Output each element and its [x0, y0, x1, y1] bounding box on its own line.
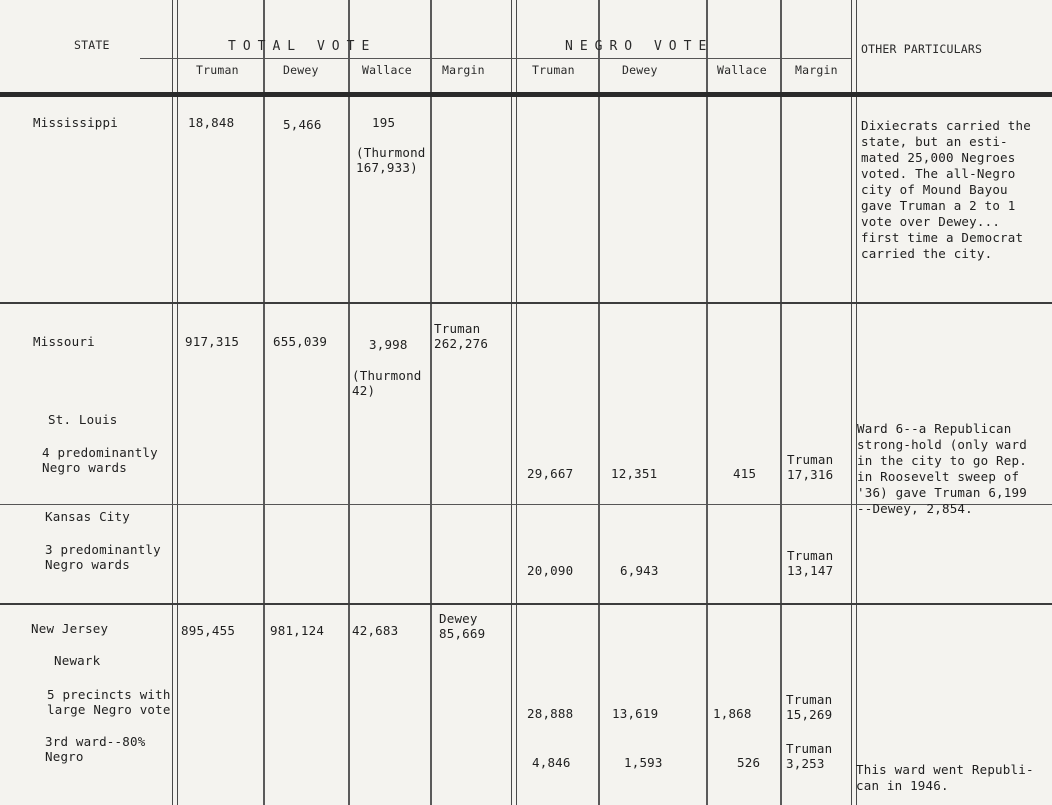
kc-nv-margin: Truman 13,147 [787, 548, 834, 578]
mo-tv-truman: 917,315 [185, 334, 240, 349]
subheader-rule [140, 58, 852, 59]
column-divider-tv-dewey [348, 0, 350, 805]
ward3-nv-wallace: 526 [737, 755, 761, 770]
column-divider-tv-wallace [430, 0, 432, 805]
stl-nv-wallace: 415 [733, 466, 757, 481]
header-tv-margin: Margin [442, 63, 485, 77]
header-nv-wallace: Wallace [717, 63, 767, 77]
column-divider-total-vote [511, 0, 517, 805]
nj-tv-dewey: 981,124 [270, 623, 325, 638]
ms-tv-dewey: 5,466 [283, 117, 322, 132]
stl-particulars: Ward 6--a Republican strong-hold (only ward in the city to go Rep. in Roosevelt sweep of '36) gave Truman 6,199 --Dewey, 2,854. [857, 421, 1027, 516]
newark-precincts: 5 precincts with large Negro vote [47, 687, 171, 717]
ward3-nv-margin: Truman 3,253 [786, 741, 833, 771]
stl-nv-truman: 29,667 [527, 466, 574, 481]
mo-tv-margin: Truman 262,276 [434, 321, 489, 351]
mo-tv-wallace: 3,998 [369, 337, 408, 352]
stl-nv-dewey: 12,351 [611, 466, 658, 481]
nj-tv-wallace: 42,683 [352, 623, 399, 638]
mo-tv-dewey: 655,039 [273, 334, 328, 349]
nj-tv-margin: Dewey 85,669 [439, 611, 486, 641]
kc-wards: 3 predominantly Negro wards [45, 542, 161, 572]
header-state: STATE [74, 38, 110, 52]
ward3-particulars: This ward went Republi- can in 1946. [856, 762, 1034, 793]
kc-nv-truman: 20,090 [527, 563, 574, 578]
ms-tv-truman: 18,848 [188, 115, 235, 130]
newark-label: Newark [54, 653, 101, 668]
header-rule [0, 92, 1052, 97]
header-tv-truman: Truman [196, 63, 239, 77]
header-total-vote: TOTAL VOTE [228, 39, 377, 54]
row-divider-missouri [0, 302, 1052, 304]
nj-tv-truman: 895,455 [181, 623, 236, 638]
header-nv-truman: Truman [532, 63, 575, 77]
ward3-nv-dewey: 1,593 [624, 755, 663, 770]
stl-nv-margin: Truman 17,316 [787, 452, 834, 482]
header-nv-margin: Margin [795, 63, 838, 77]
ms-state: Mississippi [33, 115, 118, 130]
ms-particulars: Dixiecrats carried the state, but an esti- mated 25,000 Negroes voted. The all-Negro city of Mound Bayou gave Truman a 2 to 1 vote over Dewey... first time a Democrat carried the city. [861, 118, 1031, 261]
row-divider-new-jersey [0, 603, 1052, 605]
column-divider-negro-vote [851, 0, 857, 805]
header-nv-dewey: Dewey [622, 63, 658, 77]
precincts-nv-margin: Truman 15,269 [786, 692, 833, 722]
precincts-nv-wallace: 1,868 [713, 706, 752, 721]
header-negro-vote: NEGRO VOTE [565, 39, 714, 54]
column-divider-state [172, 0, 178, 805]
column-divider-nv-wallace [780, 0, 782, 805]
header-other-particulars: OTHER PARTICULARS [861, 42, 983, 56]
stl-wards: 4 predominantly Negro wards [42, 445, 158, 475]
kc-nv-dewey: 6,943 [620, 563, 659, 578]
ms-tv-wallace: 195 [372, 115, 396, 130]
nj-state: New Jersey [31, 621, 109, 636]
column-divider-tv-truman [263, 0, 265, 805]
mo-state: Missouri [33, 334, 95, 349]
column-divider-nv-truman [598, 0, 600, 805]
precincts-nv-dewey: 13,619 [612, 706, 659, 721]
stl-label: St. Louis [48, 412, 118, 427]
header-tv-wallace: Wallace [362, 63, 412, 77]
column-divider-nv-dewey [706, 0, 708, 805]
kc-label: Kansas City [45, 509, 130, 524]
ward3-label: 3rd ward--80% Negro [45, 734, 146, 764]
ms-thurmond: (Thurmond 167,933) [356, 145, 426, 175]
header-tv-dewey: Dewey [283, 63, 319, 77]
mo-thurmond: (Thurmond 42) [352, 368, 422, 398]
precincts-nv-truman: 28,888 [527, 706, 574, 721]
ward3-nv-truman: 4,846 [532, 755, 571, 770]
